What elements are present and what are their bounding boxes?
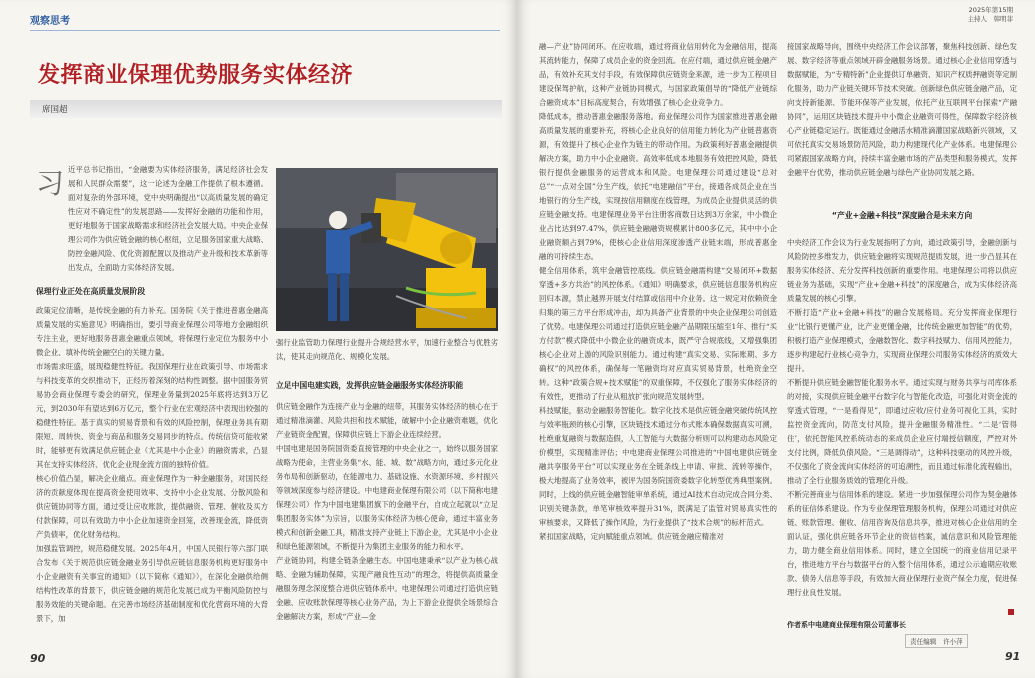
section-heading-industry-stage: 保理行业正处在高质量发展阶段 [36,287,146,296]
author-band [30,100,502,118]
section-heading-future-direction: “产业+金融+科技”深度融合是未来方向 [831,211,973,220]
right-column-body: 供应链金融作为连接产业与金融的纽带，其服务实体经济的核心在于通过精准滴灌、风险共担和技术赋能，破解中小企业融资难题，优化产业链资金配置，保障供应链上下游企业连续经营。 中国电建是国务院国资委直接管理的中央企业之一，始终以服务国家战略为使命，主营业务集“水、能、城、数”战略方向，通过多元化业务布局和创新驱动，在能源电力、基础设施、水资源环境、乡村振兴等领域深度参与经济建设。中电建商业保理有限公司（以下简称电建保理公司）作为中国电建集团旗下的金融平台，自成立起就以“立足集团服务实体”为宗旨，以服务实体经济为核心使命，通过丰富业务模式和创新金融工具，精准支持产业链上下游企业，尤其是中小企业和绿色能源领域，不断提升为集团主业服务的能力和水平。 产业链协同，构建全链条金融生态。中国电建秉承“以产业为核心战略、金融为辅助保障，实现产融良性互动”的理念，将提供高质量金融服务理念深度整合进供应链体系中。电建保理公司通过打造供应链金融、应收账款保理等核心业务产品，为上下游企业提供全场景综合金融解决方案，形成“产业—金 [276,402,498,621]
left-column-body: 政策定位清晰，是传统金融的有力补充。国务院《关于推进普惠金融高质量发展的实施意见》明确指出，要引导商业保理公司等地方金融组织专注主业，更好地服务普惠金融重点领域，将保理行业定位为服务中小微企业、填补传统金融空白的关键力量。 市场需求旺盛，展现稳健性特征。我国保理行业在政策引导、市场需求与科技变革的交织推动下，正经历着深刻的结构性调整。据中国服务贸易协会商业保理专委会的研究，保理业务量到2025年底将达到3万亿元，到2030年有望达到6万亿元，整个行业在宏观经济中表现出较强的稳健性特征。基于真实的贸易背景和有效的风险控制，保理业务具有期限短、周转快、资金与商品和服务交易同步的特点。传统信贷可能收紧时，能够更有效满足供应链企业（尤其是中小企业）的融资需求，凸显其在支持实体经济、优化企业现金流方面的独特价值。 核心价值凸显，解决企业痛点。商业保理作为一种金融服务，对国民经济的贡献度体现在提高资金使用效率、支持中小企业发展、分散风险和供应链协同等方面，通过受让应收账款，提供融资、管理、催收及买方付款保障，可以有效助力中小企业加速资金回笼，改善现金流，降低资产负债率，优化财务结构。 加强监管调控，规范稳健发展。2025年4月，中国人民银行等六部门联合发布《关于规范供应链金融业务引导供应链信息服务机构更好服务中小企业融资有关事宜的通知》（以下简称《通知》），在深化金融供给侧结构性改革的背景下，供应链金融的规范化发展已成为平衡风险防控与服务效能的关键命题。在完善市场经济基础制度和优化营商环境的大背景下，加 [36,306,268,623]
author-name: 席国超 [42,105,68,115]
photo-caption-text: 强行业监管助力保理行业提升合规经营水平，加速行业整合与优胜劣汰，使其走向规范化、规模化发展。 [276,338,498,361]
right-page [517,0,1035,678]
section-tag: 观察思考 [30,16,70,27]
right-column-top-body: 接国家战略导向，围绕中央经济工作会议部署，聚焦科技创新、绿色发展、数字经济等重点领域开辟金融服务场景。通过核心企业信用穿透与数据赋能，为“专精特新”企业提供订单融资、知识产权质押融资等定制化服务，助力产业链关键环节技术突破。创新绿色供应链金融产品，定向支持新能源、节能环保等产业发展，依托产业互联网平台探索“产融协同”，运用区块链技术提升中小微企业融资可得性，保障数字经济核心产业链稳定运行。既能通过金融活水精准滴灌国家战略新兴领域，又可依托真实交易场景防范风险，助力构建现代化产业体系。电建保理公司紧跟国家战略方向，持续丰富金融市场的产品类型和服务模式，发挥金融平台优势，推动供应链金融与绿色产业协同发展之路。 [787,42,1017,177]
article-title: 发挥商业保理优势服务实体经济 [38,63,354,88]
section-rule [30,30,500,31]
issue-number: 2025年第15期 [968,6,1013,14]
industrial-robot-photo [276,168,498,331]
editor-credit: 责任编辑 许小萍 [905,634,968,648]
author-affiliation: 作者系中电建商业保理有限公司董事长 [787,621,906,629]
page-number-left: 90 [30,652,46,665]
drop-cap: 习 [36,167,65,200]
issue-header [968,6,1014,24]
section-heading-powerchina-practice: 立足中国电建实践，发挥供应链金融服务实体经济职能 [276,381,464,390]
robot-illustration [276,168,498,331]
host-name: 主持人 韩明菲 [967,15,1013,23]
page-number-right: 91 [1005,650,1021,663]
end-mark [1006,600,1014,619]
right-column-bottom-body: 中央经济工作会议为行业发展指明了方向，通过政策引导，金融创新与风险防控多维发力，供应链金融将实现规范提质发展，进一步凸显其在服务实体经济、充分发挥科技创新的重要作用。电建保理公司将以供应链业务为基础，实现“产业+金融+科技”的深度融合，成为实体经济高质量发展的核心引擎。 不断打造“产业+金融+科技”的融合发展格局。充分发挥商业保理行业“比银行更懂产业，比产业更懂金融，比传统金融更加智能”的优势，积极打造产业保理模式，金融数智化、数字科技赋力、信用风控能力，逐步构建起行业核心竞争力，实现商业保理公司服务实体经济的质效大提升。 不断提升供应链金融智能化服务水平。通过实现与财务共享与司库体系的对接，实现供应链金融平台数字化与智能化改造，可强化对资金流的穿透式管理，“一是看得见”，即通过应收/应付业务可视化工具，实时监控资金流向，防范支付风险，提升金融服务精准性。“二是‘管得住’，依托智能风控系统动态的来成员企业应付端授信额度，严控对外支付比例，降低负债风险。“三是调得动”，这种科技驱动的风控升级，不仅强化了资金流向实体经济的可追溯性，而且通过标准化流程输出，推动了全行业服务质效的管理化升级。 不断完善商业与信用体系的建设。紧进一步加强保理公司作为契金融体系的征信体系建设。作为专业保理管理服务机构，保理公司通过对供应链、账款管理、催收、信用咨询及信息共享，推进对核心企业信用的全面认证，强化供应链各环节企业的资信档案，诚信意识和风险管理能力，助力健全商业信用体系。同时，建立全国统一的商业信用记录平台，推进地方平台与数据平台的入整个信用体系，通过公示逾期应收账款、债务人信息等手段，有效加大商业保理行业资产保全力度，促进保理行业良性发展。 [787,238,1017,597]
left-page [0,0,517,678]
intro-paragraph: 近平总书记指出，“金融要为实体经济服务，满足经济社会发展和人民群众需要”，这一论述为金融工作提供了根本遵循。面对复杂的外部环境，党中央明确提出“以高质量发展的确定性应对不确定性”的发展思路——发挥好金融的功能和作用，更好地服务于国家战略需求和经济社会发展大局。中央企业保理公司作为供应链金融的核心枢纽，立足服务国家重大战略、防控金融风险、优化资源配置以及推动产业升级和技术革新等出发点，全面助力实体经济发展。 [68,165,268,272]
left-column-body: 融—产业”协同闭环。在应收端，通过将商业信用转化为金融信用，提高其流转能力，保障了成员企业的资金回流。在应付端，通过供应链金融产品，有效补充其支付手段，有效保障供应链资金来源，进一步为工程项目建设保驾护航，这种产业链协同模式，与国家政策倡导的“降低产业链综合融资成本”目标高度契合，有效增强了核心企业竞争力。 降低成本，推动普惠金融服务落地。商业保理公司作为国家推进普惠金融高质量发展的重要补充，将核心企业良好的信用能力转化为产业链普惠资源，有效提升了核心企业作为链主的带动作用。为政策利好普惠金融提供解决方案，助力中小企业融资。高效率低成本地服务有效把控风险，降低银行提供金融服务的运营成本和风险。电建保理公司通过建设“总对总”“一点对全国”分生产线，依托“电建融信”平台，接通各成员企业在当地银行的分生产线，实现按信用额度在线管理，为成员企业提供灵活的供应链金融支持。电建保理业务平台注册客商数日达到3万余家，中小微企业占比达到97.47%，供应链金融融资规模累计800多亿元，其中中小企业融资额占到79%，使核心企业信用深度渗透产业链末端，形成普惠金融的可持续生态。 健全信用体系，筑牢金融管控底线。供应链金融需构建“交易闭环+数据穿透+多方共治”的风控体系。《通知》明确要求，供应链信息服务机构应回归本源，禁止越界开展支付结算或信用中介业务。这一规定对依赖资金归集的第三方平台形成冲击，却为具备产业背景的中央企业保理公司创造了优势。电建保理公司通过打造供应链金融产品期限压缩至1年、推行“买方付款”模式降低中小微企业的融资成本，既严守合规底线，又增强集团核心企业对上游的风险识别能力。通过构建“真实交易、实际账期、多方确权”的风控体系，确保每一笔融资均对应真实贸易背景，杜绝资金空转。这种“政策合规+技术赋能”的双重保障，不仅强化了服务实体经济的有效性，更推动了行业从粗放扩张向规范发展转型。 科技赋能，驱动金融服务智能化。数字化技术是供应链金融突破传统风控与效率瓶颈的核心引擎，区块链技术通过分布式账本确保数据真实可溯，杜绝重复融资与数据造假，人工智能与大数据分析则可以构建动态风险定价模型，实现精准评估；中电建商业保理公司推进的“中国电建供应链金融共享服务平台”可以实现业务在全链条线上申请、审批、流转等操作，极大地提高了业务效率，被评为国务院国资委数字化转型优秀典型案例。同时，上线的供应链金融智能审单系统，通过AI技术自动完成合同分类、识别关键条款，单笔审核效率提升31%，既满足了监管对贸易真实性的审核要求，又降低了操作风险，为行业提供了“技术合规”的标杆范式。 紧扣国家战略，定向赋能重点领域。供应链金融应精准对 [539,42,777,541]
